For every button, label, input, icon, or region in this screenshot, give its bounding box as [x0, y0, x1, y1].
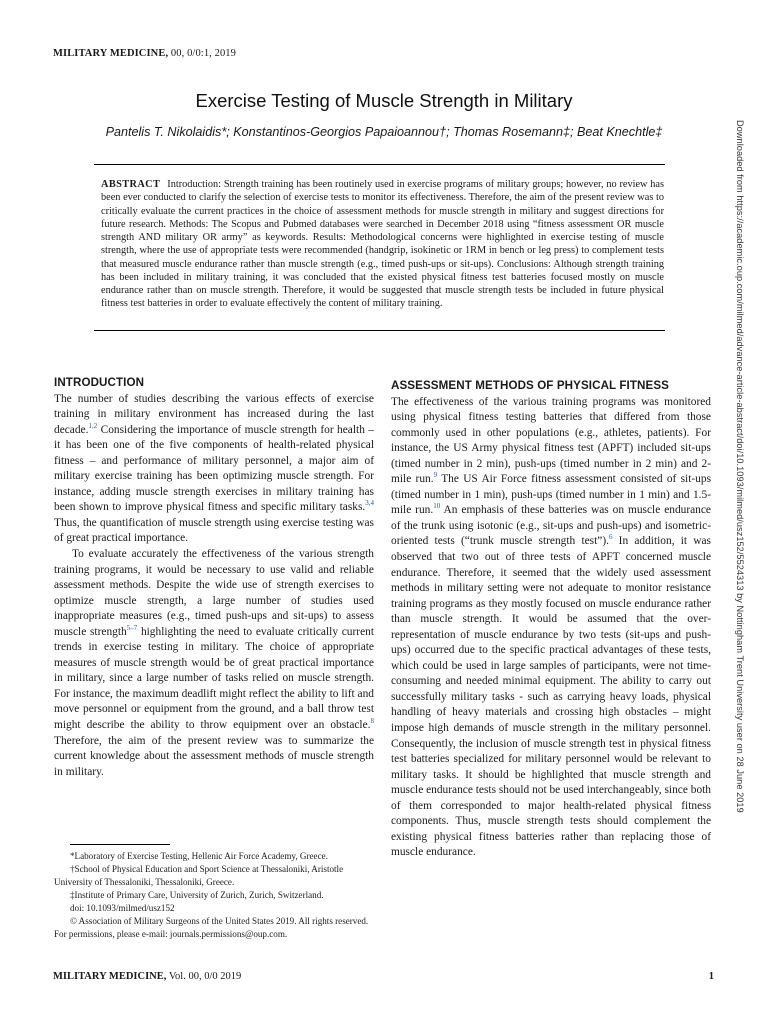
assessment-paragraph-1: The effectiveness of the various training programs was monitored using physical fitness testing batteries that differed from those commonly used in other populations (e.g., athletes, patients). For instance, the US Army physical fitness test (APFT) included sit-ups (timed number in 2 min), push-ups (timed number in 2 min) and 2-mile run.$^9$ The US Air Force fitness assessment consisted of sit-ups (timed number in 1 min), push-ups (timed number in 1 min) and 1.5-mile run.$^{10}$ An emphasis of these batteries was on muscle endurance of the trunk using isotonic (e.g., sit-ups and push-ups) and isometric-oriented tests (“trunk muscle strength test”).$^6$ In addition, it was observed that two out of three tests of APFT concerned muscle endurance. Therefore, it seemed that the widely used assessment methods in military setting were not adequate to monitor resistance training programs as they mostly focused on muscle endurance rather than muscle strength. It would be assumed that the over-representation of muscle endurance by two tests (sit-ups and push-ups) occurred due to the specific practical advantages of these tests, which could be used in large samples of participants, were not time-consuming and needed minimal equipment. The ability to carry out successfully military tasks - such as carrying heavy loads, physical handling of heavy materials and crossing high obstacles – might impose high demands of muscle strength in the military personnel. Consequently, the inclusion of muscle strength test in physical fitness test batteries specialized for military personnel would be relevant to military tasks. It should be highlighted that muscle strength and muscle endurance tests should not be used interchangeably, since both of them corresponded to major health-related physical fitness components. Thus, muscle strength tests should complement the existing physical fitness batteries rather than replacing those of muscle endurance. — [391, 395, 712, 859]
footnote-affiliation-2: †School of Physical Education and Sport Science at Thessaloniki, Aristotle University of Thessaloniki, Thessaloniki, Greece. — [54, 864, 344, 887]
intro-paragraph-2: To evaluate accurately the effectiveness of the various strength training programs, it would be necessary to use valid and reliable assessment methods. Despite the wide use of strength exercises to optimize muscle strength, a large number of studies used inappropriate measures (e.g., timed push-ups and sit-ups) to assess muscle strength$^{5-7}$ highlighting the need to evaluate critically current trends in exercise testing in military. The choice of appropriate measures of muscle strength would be of great practical importance in military, since a large number of tasks relied on muscle strength. For instance, the maximum deadlift might reflect the ability to lift and move personnel or equipment from the ground, and a ball throw test might describe the ability to throw equipment over an obstacle.$^8$ Therefore, the aim of the present review was to summarize the current knowledge about the assessment methods of muscle strength in military. — [54, 548, 375, 778]
footnote-copyright: © Association of Military Surgeons of the United States 2019. All rights reserved. For permissions, please e-mail: journals.permissions@oup.com. — [54, 916, 369, 939]
right-column — [391, 378, 711, 861]
section-heading-introduction: INTRODUCTION — [54, 376, 145, 389]
download-watermark: Downloaded from https://academic.oup.com/milmed/advance-article-abstract/doi/10.1093/milmed/usz152/5524313 by Nottingham Trent University user on 28 June 2019 — [735, 120, 745, 813]
footer-issue-info: Vol. 00, 0/0 2019 — [166, 971, 242, 982]
journal-name: MILITARY MEDICINE, — [53, 48, 169, 59]
paper-title: Exercise Testing of Muscle Strength in Military — [195, 90, 573, 111]
author-list: Pantelis T. Nikolaidis*; Konstantinos-Georgios Papaioannou†; Thomas Rosemann‡; Beat Knechtle‡ — [105, 125, 663, 139]
issue-info: 00, 0/0:1, 2019 — [168, 48, 237, 59]
citation-link[interactable]: 1,2 — [88, 421, 98, 430]
affiliation-footnotes — [54, 850, 374, 941]
running-header — [53, 48, 236, 59]
abstract-block — [101, 178, 664, 311]
abstract-label: ABSTRACT — [101, 179, 161, 190]
abstract-text: Introduction: Strength training has been routinely used in exercise programs of military groups; however, no review has been ever conducted to clarify the selection of exercise tests to monitor its effectiveness. Therefore, the aim of the present review was to critically evaluate the current practices in the choice of assessment methods for muscle strength in military and suggest directions for future research. Methods: The Scopus and Pubmed databases were searched in December 2018 using “fitness assessment OR muscle strength AND military OR army” as keywords. Results: Methodological concerns were highlighted in exercise testing of muscle strength, where the use of appropriate tests were recommended (handgrip, isokinetic or 1RM in bench or leg press) to complement tests that measured muscle endurance rather than muscle strength (e.g., timed push-ups or sit-ups). Conclusions: Although strength training has been included in military training, it was concluded that the existed physical fitness test batteries focused mostly on muscle endurance rather than on muscle strength. Therefore, it would be suggested that muscle strength tests be included in future physical fitness test batteries in order to evaluate effectively the content of military training. — [101, 179, 664, 310]
footnote-affiliation-3: ‡Institute of Primary Care, University of Zurich, Zurich, Switzerland. — [70, 890, 324, 900]
citation-link[interactable]: 5–7 — [126, 623, 138, 632]
citation-link[interactable]: 9 — [433, 471, 438, 480]
footnote-doi: doi: 10.1093/milmed/usz152 — [70, 903, 175, 913]
citation-link[interactable]: 3,4 — [365, 499, 374, 508]
footnote-affiliation-1: *Laboratory of Exercise Testing, Hellenic Air Force Academy, Greece. — [70, 851, 328, 861]
footer-journal-name: MILITARY MEDICINE, — [53, 971, 167, 982]
running-footer — [53, 971, 241, 982]
citation-link[interactable]: 8 — [370, 717, 374, 726]
citation-link[interactable]: 6 — [608, 533, 613, 542]
page-number: 1 — [708, 971, 714, 982]
footnote-divider — [70, 844, 170, 845]
intro-paragraph-1: The number of studies describing the various effects of exercise training in military environment has increased during the last decade.$^{1,2}$ Considering the importance of muscle strength for health – it has been one of the five components of health-related physical fitness – and performance of military personnel, a major aim of military exercise training has been optimizing muscle strength. For instance, adding muscle strength exercises in military training has been shown to improve physical fitness and specific military tasks.$^{3,4}$ Thus, the quantification of muscle strength using exercise testing was of great practical importance. — [54, 392, 374, 545]
section-heading-assessment: ASSESSMENT METHODS OF PHYSICAL FITNESS — [391, 379, 670, 392]
abstract-top-rule — [94, 164, 665, 165]
citation-link[interactable]: 10 — [433, 502, 441, 511]
left-column — [54, 375, 374, 780]
abstract-bottom-rule — [94, 330, 665, 331]
download-watermark-container — [731, 120, 751, 970]
